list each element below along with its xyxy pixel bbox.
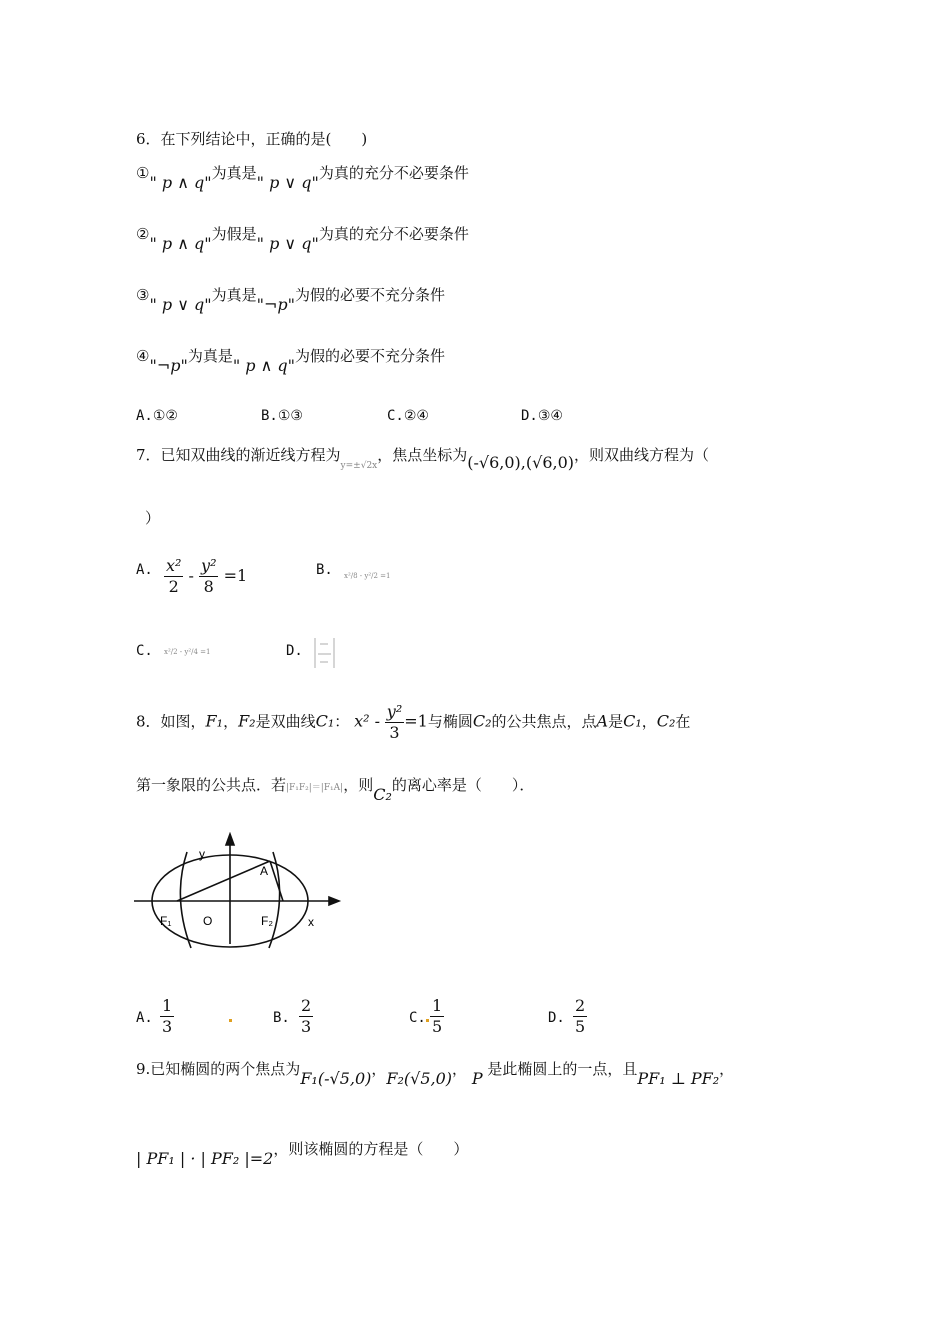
q8-figure (130, 832, 345, 952)
q8-stem-line2: 第一象限的公共点．若|F₁F₂|＝|F₁A|，则C₂的离心率是（ ）． (136, 776, 535, 804)
q7-option-c-label: C. (136, 643, 153, 659)
q7-stem-end: ） (145, 509, 161, 527)
q8-option-d-label: D. (548, 1010, 565, 1026)
q7-option-b-label: B. (316, 562, 333, 578)
q6-item-3: ③" p ∨ q"为真是"¬p"为假的必要不充分条件 (136, 286, 446, 314)
q7-option-d-label: D. (286, 643, 303, 659)
figure-label-y: y (199, 847, 205, 861)
q7-option-a-label: A. (136, 562, 153, 578)
q7-option-d-expr (312, 634, 338, 672)
figure-label-f1: F₁ (160, 914, 172, 928)
q6-option-b: B.①③ (261, 408, 303, 424)
mark-dot (229, 1019, 232, 1022)
q8-option-b-label: B. (273, 1010, 290, 1026)
q9-stem-line1: 9.已知椭圆的两个焦点为F₁(-√5,0)，F₂(√5,0)， P 是此椭圆上的一点，且PF₁ ⊥ PF₂， (136, 1060, 735, 1088)
hyperbola-right-branch (269, 852, 280, 948)
hyperbola-left-branch (180, 852, 191, 948)
q8-stem-line1: 8．如图，F₁，F₂是双曲线C₁： x² - $\frac{\text{y²}}{3}$ =1与椭圆C₂的公共焦点，点A是C₁，C₂在 (136, 702, 691, 742)
q8-option-d-frac: $\frac{2}{5}$ (575, 996, 586, 1036)
q7-foci: (-√6,0),(√6,0) (467, 453, 575, 472)
q6-option-c: C.②④ (387, 408, 429, 424)
y-axis-arrow (226, 834, 234, 845)
q7-asymptote: y=±√2x (340, 461, 378, 471)
segment-f1a (177, 861, 270, 901)
x-axis-arrow (329, 897, 339, 905)
q6-item-4: ④"¬p"为真是" p ∧ q"为假的必要不充分条件 (136, 347, 446, 375)
figure-label-x: x (308, 915, 314, 929)
q6-item-2: ②" p ∧ q"为假是" p ∨ q"为真的充分不必要条件 (136, 225, 469, 253)
q7-option-c-expr: x²/2 - y²/4 =1 (164, 648, 211, 656)
q6-option-a: A.①② (136, 408, 178, 424)
q7-option-b-expr: x²/8 - y²/2 =1 (344, 572, 391, 580)
figure-label-o: O (203, 914, 213, 928)
q8-option-c-label: C. (409, 1010, 426, 1026)
q9-stem-line2: | PF₁ | · | PF₂ |=2，则该椭圆的方程是（ ） (136, 1140, 469, 1168)
q8-option-b-frac: $\frac{2}{3}$ (301, 996, 312, 1036)
q7-option-a-expr: $\frac{\text{x²}}{2}$ - $\frac{\text{y²}}{8}$ =1 (166, 556, 248, 596)
q6-stem: 6．在下列结论中，正确的是( ) (136, 130, 368, 148)
q7-stem: 7．已知双曲线的渐近线方程为$_{y=\pm√2x}$，焦点坐标为(-√6,0),(√6,0)，则双曲线方程为（ (136, 446, 710, 472)
figure-label-a: A (260, 864, 269, 878)
q6-option-d: D.③④ (521, 408, 563, 424)
q8-option-c-frac: $\frac{1}{5}$ (432, 996, 443, 1036)
q8-option-a-label: A. (136, 1010, 153, 1026)
mark-dot (426, 1019, 429, 1022)
q6-item-1: ①" p ∧ q"为真是" p ∨ q"为真的充分不必要条件 (136, 164, 469, 192)
figure-label-f2: F₂ (261, 914, 273, 928)
q8-option-a-frac: $\frac{1}{3}$ (162, 996, 173, 1036)
